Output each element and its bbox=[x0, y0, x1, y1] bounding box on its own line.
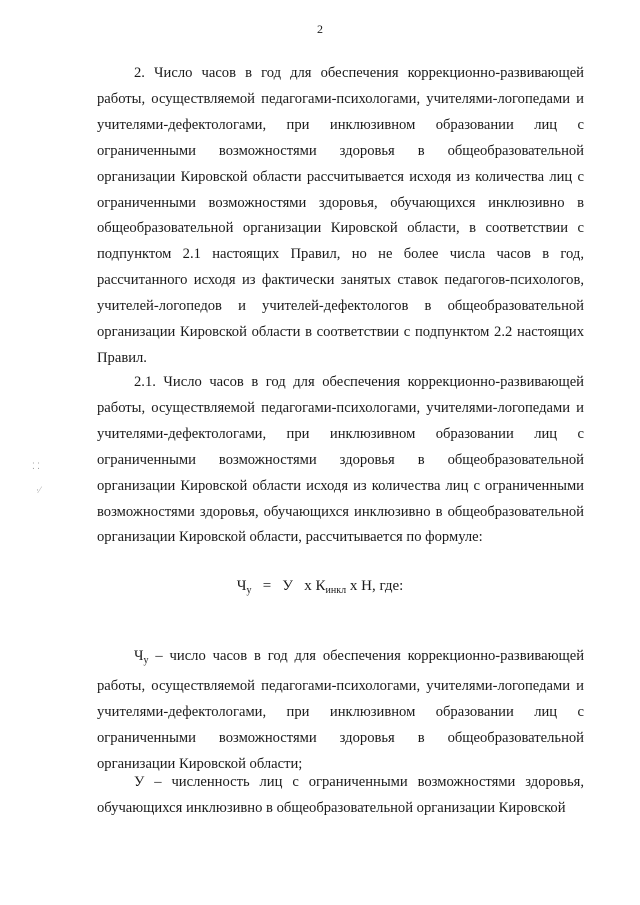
definition-chu-symbol: Ч bbox=[134, 648, 144, 664]
definition-u-text: – численность лиц с ограниченными возможностями здоровья, обучающихся инклюзивно в общеобразовательной организации Кировской bbox=[97, 774, 584, 816]
definition-chu-sub: у bbox=[143, 655, 149, 666]
formula-k: $К_{инкл}$ bbox=[315, 578, 347, 596]
formula-lhs: $Ч_у$ bbox=[236, 578, 252, 596]
definition-u bbox=[97, 770, 584, 822]
formula-equals: = bbox=[262, 578, 272, 594]
definition-chu-text: – число часов в год для обеспечения коррекционно-развивающей работы, осуществляемой педагогами-психологами, учителями-логопедами и учителями-дефектологами, при инклюзивном образовании лиц с ограниченными возможностями здоровья в общеобразовательной организации Кировской области; bbox=[97, 648, 584, 772]
page-number: 2 bbox=[317, 22, 323, 36]
definition-u-symbol: У bbox=[134, 774, 145, 790]
paragraph-2: 2. Число часов в год для обеспечения коррекционно-развивающей работы, осуществляемой педагогами-психологами, учителями-логопедами и учителями-дефектологами, при инклюзивном образовании лиц с ограниченными возможностями здоровья в общеобразовательной организации Кировской области рассчитывается исходя из количества лиц с ограниченными возможностями здоровья, обучающихся инклюзивно в общеобразовательной организации Кировской области, в соответствии с подпунктом 2.1 настоящих Правил, но не более числа часов в год, рассчитанного исходя из фактически занятых ставок педагогов-психологов, учителей-логопедов и учителей-дефектологов в общеобразовательной организации Кировской области в соответствии с подпунктом 2.2 настоящих Правил. bbox=[97, 65, 584, 366]
paragraph-2-1: 2.1. Число часов в год для обеспечения коррекционно-развивающей работы, осуществляемой педагогами-психологами, учителями-логопедами и учителями-дефектологами, при инклюзивном образовании лиц с ограниченными возможностями здоровья в общеобразовательной организации Кировской области исходя из количества лиц с ограниченными возможностями здоровья, обучающихся инклюзивно в общеобразовательной организации Кировской области, рассчитывается по формуле: bbox=[97, 374, 584, 546]
scan-artifact-mark: ⁚ ⁚ bbox=[32, 461, 40, 471]
formula-tail: x Н, где: bbox=[349, 578, 404, 594]
formula bbox=[0, 578, 640, 596]
definition-chu bbox=[97, 644, 584, 778]
formula-term-u: У bbox=[282, 578, 294, 594]
formula-times: x bbox=[304, 578, 312, 594]
scan-artifact-mark: ·⁄ bbox=[36, 485, 41, 495]
